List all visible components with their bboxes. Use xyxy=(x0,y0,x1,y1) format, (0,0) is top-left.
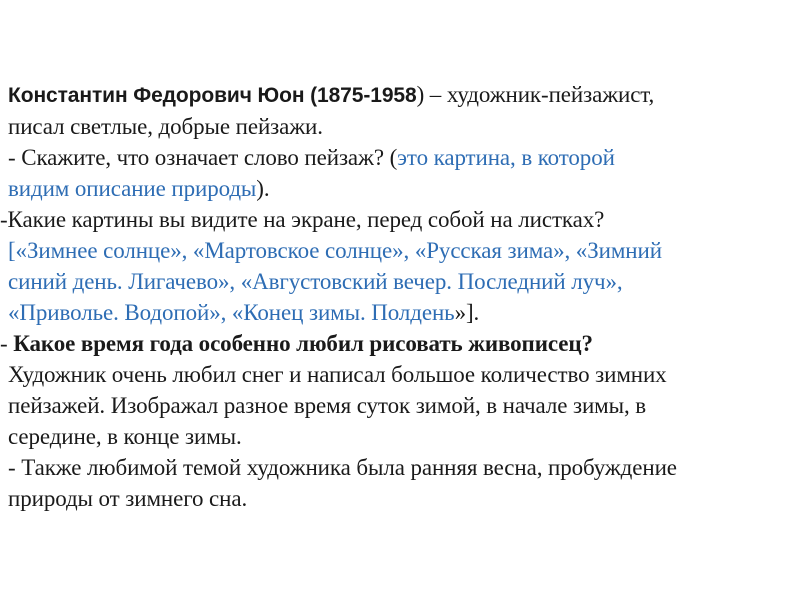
paragraph-2-line-2 xyxy=(0,173,790,204)
paintings-list-line-2: синий день. Лигачево», «Августовский вечер. Последний луч», xyxy=(8,269,623,294)
paintings-list-line-3 xyxy=(0,297,790,328)
question-season: Какое время года особенно любил рисовать живописец? xyxy=(13,331,593,356)
paragraph-4-line-5: - Также любимой темой художника была ранняя весна, пробуждение xyxy=(8,455,677,480)
question-landscape: - Скажите, что означает слово пейзаж? ( xyxy=(8,145,398,170)
paragraph-2-line-1 xyxy=(0,142,790,173)
paragraph-4-line-4: середине, в конце зимы. xyxy=(8,424,242,449)
answer-landscape-close: ). xyxy=(256,176,270,201)
artist-name: Константин Федорович Юон (1875-1958 xyxy=(8,84,417,107)
paintings-list-line-1: [«Зимнее солнце», «Мартовское солнце», «Русская зима», «Зимний xyxy=(8,238,662,263)
paragraph-4-line-6: природы от зимнего сна. xyxy=(8,486,248,511)
paragraph-4-line-2: Художник очень любил снег и написал большое количество зимних xyxy=(8,362,667,387)
paintings-list-line-3-text: «Приволье. Водопой», «Конец зимы. Полдень xyxy=(8,300,455,325)
question-dash: - xyxy=(0,331,14,356)
answer-landscape-part-1: это картина, в которой xyxy=(397,145,615,170)
paragraph-1-line-2: писал светлые, добрые пейзажи. xyxy=(8,114,323,139)
paragraph-1-line-1 xyxy=(0,79,790,111)
answer-landscape-part-2: видим описание природы xyxy=(8,176,257,201)
paintings-list-close: »]. xyxy=(454,300,480,325)
paragraph-3-line-1: -Какие картины вы видите на экране, перед собой на листках? xyxy=(0,207,605,232)
paragraph-4-line-3: пейзажей. Изображал разное время суток зимой, в начале зимы, в xyxy=(8,393,647,418)
slide-text xyxy=(0,79,790,514)
paragraph-4-line-1 xyxy=(0,328,790,359)
artist-description: ) – художник-пейзажист, xyxy=(416,82,655,107)
